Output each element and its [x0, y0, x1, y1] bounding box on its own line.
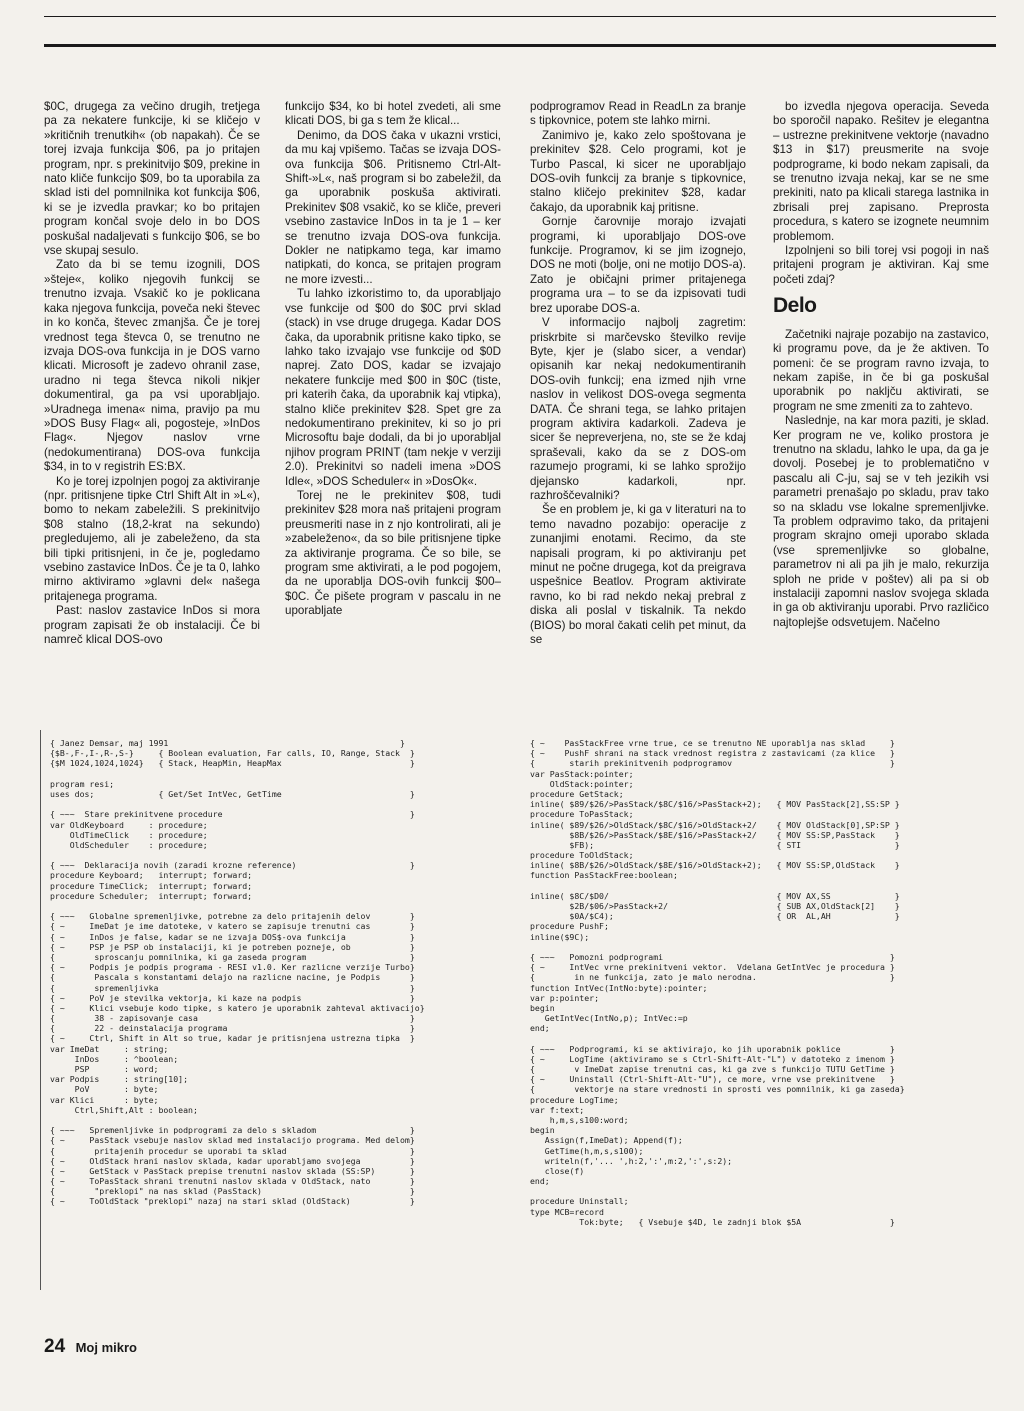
article-column-4 [773, 100, 989, 630]
code-line: { ~~~ Stare prekinitvene procedure } [50, 809, 415, 820]
code-line: Assign(f,ImeDat); Append(f); [530, 1135, 683, 1146]
top-rule-thin [44, 16, 996, 17]
paragraph: Zato da bi se temu izognili, DOS »šteje«, koliko njegovih funkcij se trenutno izvaja. Vsakič ko je poklicana kaka njegova funkcija, poveča neki števec in ko konča, števec zmanjša. Če je torej vrednost tega števca 0, se trenutno ne izvaja DOS-ova funkcija in je DOS varno klicati. Microsoft je zadevo ohranil zase, uradno ni tega števca nikoli nikjer dokumentiral, ga pa vsi uporabljajo. »Uradnega imena« nima, pravijo pa mu »DOS Busy Flag« ali, pogosteje, »InDos Flag«. Njegov naslov vrne (nedokumentirana) DOS-ova funkcija $34, in to v registrih ES:BX. [44, 258, 260, 474]
code-line: { ~ PasStackFree vrne true, ce se trenutno NE uporablja nas sklad } [530, 738, 895, 748]
code-line [530, 1186, 1000, 1196]
code-line: { ~ LogTime (aktiviramo se s Ctrl-Shift-Alt-"L") v datoteko z imenom } [530, 1053, 895, 1064]
code-line: { 38 - zapisovanje casa } [50, 1013, 415, 1024]
code-line: $0A/$C4); { OR AL,AH } [530, 911, 900, 922]
code-line: { ~~~ Deklaracija novih (zaradi krozne reference) } [50, 860, 415, 871]
code-line: end; [530, 1176, 550, 1187]
code-line: close(f) [530, 1165, 585, 1176]
code-line: { pritajenih procedur se uporabi ta sklad } [50, 1145, 415, 1156]
code-line [530, 881, 1000, 891]
code-line: { ~ ToOldStack "preklopi" nazaj na stari sklad (OldStack) } [50, 1196, 415, 1207]
code-line: { ~ InDos je false, kadar se ne izvaja DOS$-ova funkcija } [50, 931, 415, 942]
code-line: procedure ToPasStack; [530, 809, 634, 820]
code-line: PoV : byte; [50, 1084, 159, 1095]
code-line: var f:text; [530, 1104, 585, 1115]
section-heading: Delo [773, 294, 817, 318]
paragraph: Izpolnjeni so bili torej vsi pogoji in naš pritajeni program je aktiviran. Kaj sme početi zdaj? [773, 244, 989, 286]
code-line: {$M 1024,1024,1024} { Stack, HeapMin, HeapMax } [50, 758, 415, 769]
code-line: {$B-,F-,I-,R-,S-} { Boolean evaluation, Far calls, IO, Range, Stack } [50, 748, 415, 759]
code-line: procedure TimeClick; interrupt; forward; [50, 880, 253, 891]
paragraph: Tu lahko izkoristimo to, da uporabljajo vse funkcije od $00 do $0C prvi sklad (stack) in vse druge drugega. Kadar DOS čaka, da uporabnik pritisne kako tipko, se lahko tako izvajajo vse funkcije od $0D naprej. Zato DOS, kadar se izvajajo nekatere funkcije med $00 in $0C (tiste, pri katerih čaka, da uporabnik kaj vtipka), stalno kliče prekinitev $28. Spet gre za nedokumentirano prekinitev, ki so jo pri Microsoftu baje dodali, da bi jo uporabljal njihov program PRINT (tam nekje v verziji 2.0). Prekinitvi so nadeli imena »DOS Idle«, »DOS Scheduler« in »DosOk«. [285, 287, 501, 488]
paragraph: Začetniki najraje pozabijo na zastavico, ki programu pove, da je že aktiven. To pomeni: če se program ravno izvaja, to nekam zapiše, in če bi ga poskušal uporabnik po nakljču aktivirati, se program ne sme zmeniti za to zahtevo. [773, 327, 989, 413]
code-line: h,m,s,s100:word; [530, 1114, 629, 1125]
code-line: { ~~~ Spremenljivke in podprogrami za delo s skladom } [50, 1125, 415, 1136]
code-line: var Podpis : string[10]; [50, 1074, 189, 1085]
code-line: OldScheduler : procedure; [50, 839, 208, 850]
paragraph: bo izvedla njegova operacija. Seveda bo sporočil napako. Rešitev je elegantna – ustrezne prekinitvene vektorje (navadno $13 in $17) preusmerite na svoje podprograme, ki bodo nekam zapisali, da se trenutno izvaja nekaj, kar se ne sme prekiniti, nato pa klicali starega lastnika in zbrisali prej zapisano. Preprosta procedura, s katero se izognete neumnim problemom. [773, 100, 989, 243]
code-line: procedure GetStack; [530, 788, 624, 799]
code-line: procedure Keyboard; interrupt; forward; [50, 870, 253, 881]
code-line: inline( $89/$26/>PasStack/$8C/$16/>PasStack+2); { MOV PasStack[2],SS:SP } [530, 799, 900, 810]
code-line: var OldKeyboard : procedure; [50, 819, 208, 830]
code-line: var p:pointer; [530, 992, 600, 1003]
code-line: PSP : word; [50, 1064, 159, 1074]
paragraph: Gornje čarovnije morajo izvajati programi, ki uporabljajo DOS-ove funkcije. Programov, ki se jim izognejo, DOS ne moti (bolje, oni ne motijo DOS-a). Zato je običajni primer pritajenega programa ura – to se da izpisovati tudi brez uporabe DOS-a. [530, 215, 746, 315]
code-line: { ~ PushF shrani na stack vrednost registra z zastavicami (za klice } [530, 748, 895, 759]
code-line: var ImeDat : string; [50, 1043, 169, 1054]
code-line: OldTimeClick : procedure; [50, 829, 208, 840]
code-line [50, 769, 520, 779]
paragraph: $0C, drugega za večino drugih, tretjega pa za nekatere funkcije, ki se kličejo v »kritičnih trenutkih« (ob napakah). Če se torej izvaja funkcija $06, pa jo pritajen program, npr. s prekinitvijo $09, prekine in nato kliče funkcijo $09, bo ta uporabila za sklad isti del pomnilnika kot funkcija $06, ki se je izvedla pravkar; ko bo pritajen program končal svoje delo in bo DOS poskušal nadaljevati s funkcijo $06, se bo vse skupaj sesulo. [44, 100, 260, 258]
paragraph: Še en problem je, ki ga v literaturi na to temo navadno pozabijo: operacije z zunanjimi enotami. Recimo, da ste napisali program, ki po aktiviranju pet minut ne počne drugega, kot da preigrava uspešnice Beatlov. Program aktivirate ravno, ko bi rad nekdo nekaj prebral z diska ali poslal v tiskalnik. Ta nekdo (BIOS) bo moral čakati celih pet minut, da se [530, 503, 746, 647]
code-line: { ~ ToPasStack shrani trenutni naslov sklada v OldStack, nato } [50, 1176, 415, 1187]
code-line: function IntVec(IntNo:byte):pointer; [530, 982, 708, 993]
paragraph: Torej ne le prekinitev $08, tudi prekinitev $28 mora naš pritajeni program preusmeriti nase in z njo kontrolirati, ali je »zabeleženo«, da so bile pritisnjene tipke za aktiviranje programa. Če so bile, se program sme aktivirati, a le pod pogojem, da ne uporablja DOS-ovih funkcij $00–$0C. Če pišete program v pascalu in ne uporabljate [285, 488, 501, 618]
page-number: 24 [44, 1336, 66, 1357]
column-4-upper-text [773, 100, 989, 287]
code-line: begin [530, 1125, 555, 1136]
article-column-1 [44, 100, 260, 647]
code-line: { ~ ImeDat je ime datoteke, v katero se zapisuje trenutni cas } [50, 921, 415, 932]
paragraph: Zanimivo je, kako zelo spoštovana je prekinitev $28. Celo programi, kot je Turbo Pascal, ki sicer ne uporabljajo DOS-ovih funkcij za branje s tipkovnice, stalno kličejo prekinitev $28, kadar čakajo, da uporabnik kaj pritisne. [530, 128, 746, 214]
code-line: var PasStack:pointer; [530, 768, 634, 779]
code-listing-right [530, 738, 1000, 1227]
code-line: procedure Scheduler; interrupt; forward; [50, 890, 253, 901]
code-line: { Pascala s konstantami delajo na razlicne nacine, je Podpis } [50, 972, 415, 983]
code-line: { in ne funkcija, zato je malo nerodna. } [530, 972, 895, 983]
column-4-lower-text [773, 328, 989, 631]
code-line: $FB); { STI } [530, 839, 900, 850]
code-line: $2B/$06/>PasStack+2/ { SUB AX,OldStack[2] } [530, 901, 900, 911]
code-line: inline( $89/$26/>OldStack/$8C/$16/>OldStack+2/ { MOV OldStack[0],SP:SP } [530, 819, 900, 830]
article-column-2 [285, 100, 501, 619]
code-line: { ~ OldStack hrani naslov sklada, kadar uporabljamo svojega } [50, 1155, 415, 1166]
code-listing-left [50, 738, 520, 1207]
code-line: uses dos; { Get/Set IntVec, GetTime } [50, 788, 415, 799]
code-line [50, 850, 520, 860]
code-line: inline( $8B/$26/>OldStack/$8E/$16/>OldStack+2); { MOV SS:SP,OldStack } [530, 860, 900, 871]
code-line: { starih prekinitvenih podprogramov } [530, 758, 895, 769]
code-line [50, 799, 520, 809]
page-footer [44, 1336, 137, 1358]
code-line: inline($9C); [530, 931, 590, 942]
code-line: { ~ IntVec vrne prekinitveni vektor. Vdelana GetIntVec je procedura } [530, 962, 895, 973]
code-line: { spremenljivka } [50, 982, 415, 993]
code-line: { v ImeDat zapise trenutni cas, ki ga zve s funkcijo TUTU GetTime } [530, 1064, 895, 1074]
code-line [530, 942, 1000, 952]
paragraph: podprogramov Read in ReadLn za branje s tipkovnice, potem ste lahko mirni. [530, 100, 746, 128]
code-line: { ~ Podpis je podpis programa - RESI v1.0. Ker razlicne verzije Turbo} [50, 962, 415, 973]
code-line: program resi; [50, 778, 115, 789]
code-line: { ~~~ Pomozni podprogrami } [530, 951, 895, 962]
code-line: GetIntVec(IntNo,p); IntVec:=p [530, 1013, 688, 1024]
code-line: { ~ PasStack vsebuje naslov sklad med instalacijo programa. Med delom} [50, 1135, 415, 1146]
code-line: begin [530, 1002, 555, 1013]
code-line [50, 901, 520, 911]
code-line: GetTime(h,m,s,s100); [530, 1145, 644, 1156]
code-line: { vektorje na stare vrednosti in sprosti ves pomnilnik, ki ga zaseda} [530, 1084, 905, 1095]
code-line: { ~ Ctrl, Shift in Alt so true, kadar je pritisnjena ustrezna tipka } [50, 1033, 415, 1044]
code-line: end; [530, 1023, 550, 1034]
paragraph: funkcijo $34, ko bi hotel zvedeti, ali sme klicati DOS, bi ga s tem že klical... [285, 100, 501, 128]
magazine-name: Moj mikro [75, 1340, 137, 1355]
code-line: procedure PushF; [530, 921, 609, 932]
code-line: { ~ Uninstall (Ctrl-Shift-Alt-"U"), ce more, vrne vse prekinitvene } [530, 1074, 895, 1085]
code-line: { "preklopi" na nas sklad (PasStack) } [50, 1186, 415, 1197]
code-line: function PasStackFree:boolean; [530, 870, 678, 881]
code-line: Ctrl,Shift,Alt : boolean; [50, 1104, 198, 1115]
code-line: { sproscanju pomnilnika, ki ga zaseda program } [50, 951, 415, 962]
code-line: Tok:byte; { Vsebuje $4D, le zadnji blok $5A } [530, 1216, 895, 1227]
code-line: { ~ PoV je stevilka vektorja, ki kaze na podpis } [50, 992, 415, 1003]
code-line: { ~~~ Globalne spremenljivke, potrebne za delo pritajenih delov } [50, 911, 415, 922]
code-line: writeln(f,'... ',h:2,':',m:2,':',s:2); [530, 1155, 733, 1166]
code-line [50, 1115, 520, 1125]
code-line: OldStack:pointer; [530, 778, 634, 789]
paragraph: Past: naslov zastavice InDos si mora program zapisati že ob instalaciji. Če bi namreč klical DOS-ovo [44, 604, 260, 647]
code-line: var Klici : byte; [50, 1094, 159, 1105]
code-line: { Janez Demsar, maj 1991 } [50, 738, 405, 748]
listing-left-rule [40, 730, 41, 1290]
top-rule-thick [44, 44, 996, 47]
paragraph: V informacijo najbolj zagretim: priskrbite si marčevsko številko revije Byte, kjer je (slabo sicer, a vendar) opisanih kar nekaj nedokumentiranih DOS-ovih funkcij; ena izmed njih vrne naslov in velikost DOS-ovega segmenta DATA. Če shrani tega, se lahko pritajen program aktivira kadarkoli. Zadeva je sicer še nepreverjena, no, ste se že kdaj spraševali, kako da se z DOS-om razumejo programi, ki se lahko sprožijo djejansko kadarkoli, npr. razhroščevalniki? [530, 316, 746, 502]
code-line: { ~ GetStack v PasStack prepise trenutni naslov sklada (SS:SP) } [50, 1165, 415, 1176]
paragraph: Ko je torej izpolnjen pogoj za aktiviranje (npr. pritisnjene tipke Ctrl Shift Alt in »L«), bomo to nekam zabeležili. S prekinitvijo $08 stalno (18,2-krat na sekundo) pregledujemo, ali je zabeleženo, da sta bili tipki pritisnjeni, in če je, pogledamo vsebino zastavice InDos. Če je ta 0, lahko mirno aktiviramo »glavni del« našega pritajenega programa. [44, 474, 260, 603]
article-column-3 [530, 100, 746, 647]
paragraph: Denimo, da DOS čaka v ukazni vrstici, da mu kaj vpišemo. Tačas se izvaja DOS-ova funkcija $06. Pritisnemo Ctrl-Alt-Shift-»L«, naš program si bo zabeležil, da ga uporabnik poskuša aktivirati. Prekinitev $08 vsakič, ko se kliče, preveri vsebino zastavice InDos in ta je 1 – ker se trenutno izvaja DOS-ova funkcija. Dokler ne natipkamo tega, kar imamo natipkati, do konca, se pritajen program ne more izvesti... [285, 128, 501, 286]
code-line: { ~ PSP je PSP ob instalaciji, ki je potreben pozneje, ob } [50, 941, 415, 952]
code-line: { ~~~ Podprogrami, ki se aktivirajo, ko jih uporabnik poklice } [530, 1043, 895, 1054]
paragraph: Naslednje, na kar mora paziti, je sklad. Ker program ne ve, koliko prostora je trenutno na skladu, lahko le upa, da ga je dovolj. Posebej je to problematično v pascalu ali C-ju, saj se v teh jezikih vsi parametri prenašajo po skladu, prav tako so na skladu vse lokalne spremenljivke. Ta problem odpravimo tako, da pritajeni program skrajno omeji uporabo sklada (vse spremenljivke so globalne, parametrov ni ali pa jih je malo, rekurzija sploh ne pride v poštev) ali pa si ob instalaciji zapomni naslov svojega sklada in ga ob aktiviranju uporabi. Prvo različico najtoplejše odsvetujem. Načelno [773, 414, 989, 629]
code-line: { ~ Klici vsebuje kodo tipke, s katero je uporabnik zahteval aktivacijo} [50, 1002, 425, 1013]
code-line [530, 1033, 1000, 1043]
code-line: procedure Uninstall; [530, 1196, 629, 1207]
code-line: $8B/$26/>PasStack/$8E/$16/>PasStack+2/ { MOV SS:SP,PasStack } [530, 829, 900, 840]
code-line: procedure LogTime; [530, 1094, 619, 1105]
code-line: procedure ToOldStack; [530, 850, 634, 861]
code-line: { 22 - deinstalacija programa } [50, 1023, 415, 1034]
code-line: type MCB=record [530, 1206, 604, 1217]
code-line: inline( $8C/$D0/ { MOV AX,SS } [530, 890, 900, 901]
code-line: InDos : ^boolean; [50, 1053, 179, 1064]
